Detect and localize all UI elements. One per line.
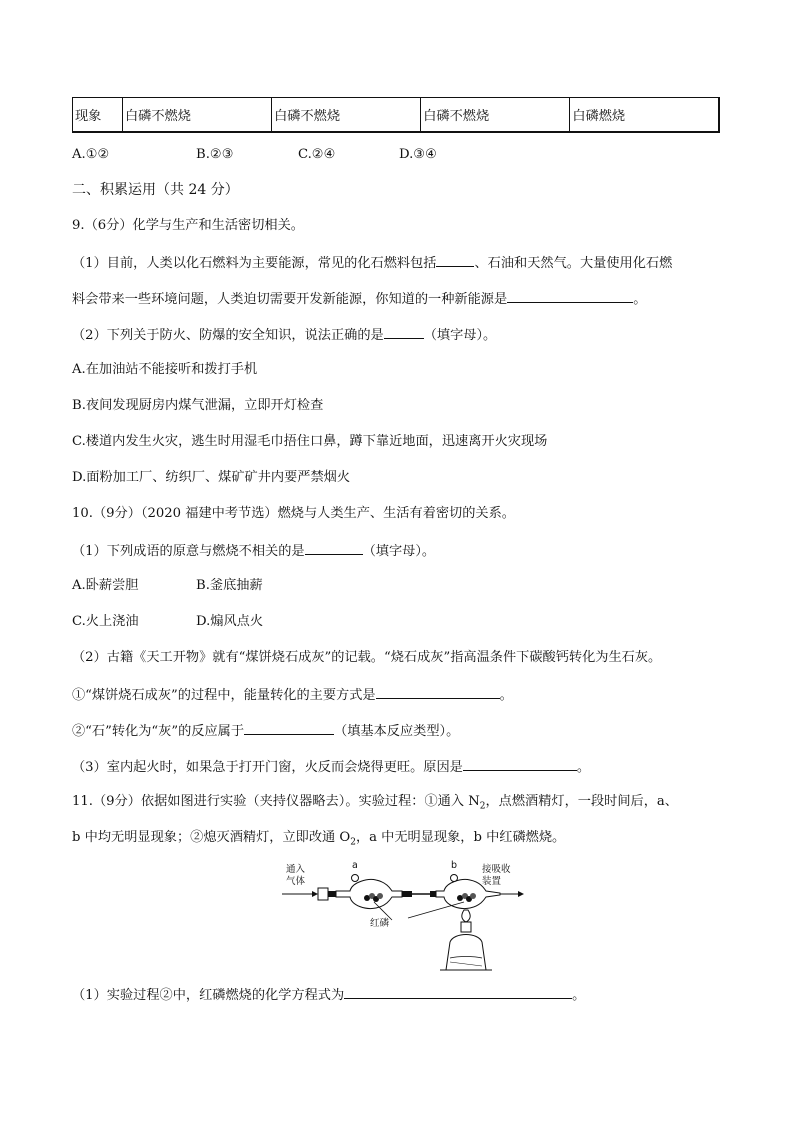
q9-option-a: A.在加油站不能接听和拨打手机 <box>72 362 258 377</box>
q11-text2: b 中均无明显现象；②熄灭酒精灯，立即改通 O <box>72 830 351 845</box>
subscript: 2 <box>350 837 356 848</box>
inlet-label-1: 通入 <box>286 864 306 875</box>
table-cell: 白磷不燃烧 <box>123 98 272 133</box>
leader-line <box>408 902 464 918</box>
q10-option-c: C.火上浇油 <box>72 614 139 629</box>
q9-stem: 9.（6分）化学与生产和生活密切相关。 <box>72 218 304 233</box>
label-b: b <box>451 860 458 871</box>
q10-sub1-text: ①“煤饼烧石成灰”的过程中，能量转化的主要方式是 <box>72 688 376 703</box>
q9-option-d: D.面粉加工厂、纺织厂、煤矿矿井内要严禁烟火 <box>72 470 351 485</box>
q9-part1-line2 <box>72 288 646 310</box>
apparatus-figure <box>268 860 528 972</box>
table-row <box>73 98 720 133</box>
q9-part1-text-cont: 、石油和天然气。大量使用化石燃 <box>474 256 673 271</box>
apparatus-diagram <box>268 860 528 972</box>
q9-part1-line1 <box>72 252 672 274</box>
answer-blank[interactable] <box>507 288 633 303</box>
stopper <box>318 888 328 900</box>
subscript: 2 <box>479 801 486 812</box>
outlet-label-2: 装置 <box>482 876 502 887</box>
red-phosphorus-label: 红磷 <box>370 918 390 929</box>
q8-option-b: B.②③ <box>196 147 234 162</box>
q11-text-cont: ，点燃酒精灯，一段时间后，a、 <box>485 794 678 809</box>
q10-part2: （2）古籍《天工开物》就有“煤饼烧石成灰”的记载。“烧石成灰”指高温条件下碳酸钙转化为生石灰。 <box>72 650 662 665</box>
table-cell: 白磷不燃烧 <box>272 98 421 133</box>
q9-part2-end: （填字母）。 <box>423 328 497 343</box>
table-cell: 白磷燃烧 <box>570 98 719 133</box>
q10-part3-text: （3）室内起火时，如果急于打开门窗，火反而会烧得更旺。原因是 <box>72 760 463 775</box>
connector <box>402 891 412 897</box>
answer-blank[interactable] <box>344 984 572 999</box>
answer-blank[interactable] <box>436 252 474 267</box>
q10-part1-text: （1）下列成语的原意与燃烧不相关的是 <box>72 544 305 559</box>
q10-sub2-text: ②“石”转化为“灰”的反应属于 <box>72 724 245 739</box>
answer-blank[interactable] <box>376 684 500 699</box>
section-title: 二、积累运用（共 24 分） <box>72 182 239 198</box>
q9-part1-text: （1）目前，人类以化石燃料为主要能源，常见的化石燃料包括 <box>72 256 437 271</box>
q8-option-a: A.①② <box>72 147 110 162</box>
q9-part2 <box>72 324 496 346</box>
q11-text2-cont: ，a 中无明显现象，b 中红磷燃烧。 <box>355 830 566 845</box>
inlet-arrowhead <box>312 891 318 897</box>
q11-stem-line1 <box>72 792 678 817</box>
lamp-wick-holder <box>461 922 471 932</box>
tube-a-top <box>352 875 359 882</box>
q10-part3 <box>72 756 590 778</box>
q8-option-d: D.③④ <box>399 147 437 162</box>
q9-option-b: B.夜间发现厨房内煤气泄漏，立即开灯检查 <box>72 398 324 413</box>
q11-stem-line2 <box>72 828 565 853</box>
observation-table <box>72 97 720 133</box>
q10-sub1 <box>72 684 513 706</box>
q10-option-d: D.煽风点火 <box>196 614 264 629</box>
connector-2 <box>430 891 436 897</box>
answer-blank[interactable] <box>384 324 424 339</box>
label-a: a <box>352 860 358 871</box>
outlet-label-1: 接吸收 <box>482 864 511 875</box>
table-cell: 白磷不燃烧 <box>421 98 570 133</box>
q9-part1-end: 。 <box>633 292 647 307</box>
q10-part1 <box>72 540 435 562</box>
q10-stem: 10.（9分）（2020 福建中考节选）燃烧与人类生产、生活有着密切的关系。 <box>72 506 515 521</box>
q11-text: 11.（9分）依据如图进行实验（夹持仪器略去）。实验过程：①通入 N <box>72 794 480 809</box>
q8-option-c: C.②④ <box>298 147 336 162</box>
q10-part1-end: （填字母）。 <box>362 544 436 559</box>
q11-part1-text: （1）实验过程②中，红磷燃烧的化学方程式为 <box>72 988 345 1003</box>
alcohol-lamp <box>446 935 486 971</box>
q10-sub2-end: （填基本反应类型）。 <box>334 724 460 739</box>
q9-option-c: C.楼道内发生火灾，逃生时用湿毛巾捂住口鼻，蹲下靠近地面，迅速离开火灾现场 <box>72 434 548 449</box>
inlet-label-2: 气体 <box>286 876 306 887</box>
stopper-plug <box>328 891 336 897</box>
table-cell-phenomenon: 现象 <box>73 98 123 133</box>
answer-blank[interactable] <box>244 720 334 735</box>
flame <box>462 910 470 922</box>
q11-part1 <box>72 984 585 1006</box>
answer-blank[interactable] <box>305 540 363 555</box>
q10-sub2 <box>72 720 459 742</box>
q9-part1-text2: 料会带来一些环境问题，人类迫切需要开发新能源，你知道的一种新能源是 <box>72 292 508 307</box>
q11-part1-end: 。 <box>572 988 586 1003</box>
q10-part3-end: 。 <box>576 760 591 775</box>
q10-option-a: A.卧薪尝胆 <box>72 578 139 593</box>
bulb-tube-a <box>336 879 402 908</box>
tube-b-top <box>451 875 458 882</box>
q10-sub1-end: 。 <box>499 688 513 703</box>
outlet-arrowhead <box>518 891 524 897</box>
answer-blank[interactable] <box>463 756 577 771</box>
q9-part2-text: （2）下列关于防火、防爆的安全知识，说法正确的是 <box>72 328 384 343</box>
q10-option-b: B.釜底抽薪 <box>196 578 263 593</box>
